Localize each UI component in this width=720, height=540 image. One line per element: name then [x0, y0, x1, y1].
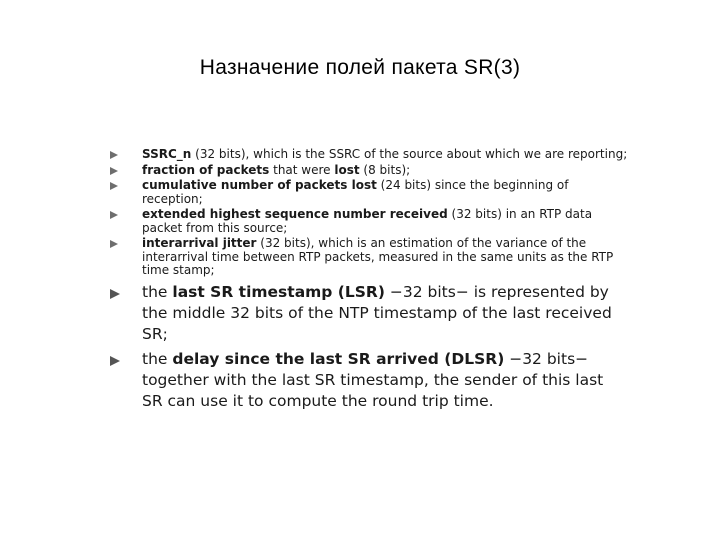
list-item [108, 237, 628, 278]
field-name: cumulative number of packets lost [142, 178, 377, 192]
bullet-arrow-icon [110, 167, 118, 175]
field-prefix: the [142, 282, 173, 301]
field-description: (32 bits), which is an estimation of the variance of the interarrival time between RTP packets, measured in the same units as the RTP time stamp; [142, 236, 614, 277]
field-description: (32 bits), which is the SSRC of the source about which we are reporting; [191, 147, 628, 161]
list-item [108, 208, 628, 235]
field-description: that were [269, 162, 335, 177]
bullet-arrow-icon [110, 240, 118, 248]
field-name: fraction of packets [142, 162, 270, 177]
field-description: (32 bits) in an RTP data packet from this source; [142, 207, 593, 235]
field-name: last SR timestamp (LSR) [172, 282, 385, 301]
list-item [108, 282, 628, 345]
bullet-arrow-icon [110, 356, 120, 366]
list-item [108, 148, 628, 162]
field-prefix: the [142, 349, 173, 368]
field-name: extended highest sequence number received [142, 207, 448, 221]
field-name: interarrival jitter [142, 236, 257, 250]
field-name-part: lost [334, 162, 360, 177]
field-name: delay since the last SR arrived (DLSR) [172, 349, 505, 368]
field-description: (8 bits); [359, 162, 411, 177]
bullet-arrow-icon [110, 151, 118, 159]
bullet-arrow-icon [110, 182, 118, 190]
list-item [108, 349, 628, 412]
field-description: −32 bits− together with the last SR timestamp, the sender of this last SR can use it to compute the round trip time. [142, 349, 604, 410]
list-item [108, 179, 628, 206]
bullet-list [108, 148, 628, 412]
slide-title: Назначение полей пакета SR(3) [199, 56, 521, 79]
list-item [108, 164, 628, 178]
field-name: SSRC_n [142, 147, 192, 161]
bullet-arrow-icon [110, 211, 118, 219]
field-description: (24 bits) since the beginning of reception; [142, 178, 569, 206]
field-description: −32 bits− is represented by the middle 32 bits of the NTP timestamp of the last received SR; [142, 282, 612, 343]
bullet-arrow-icon [110, 289, 120, 299]
